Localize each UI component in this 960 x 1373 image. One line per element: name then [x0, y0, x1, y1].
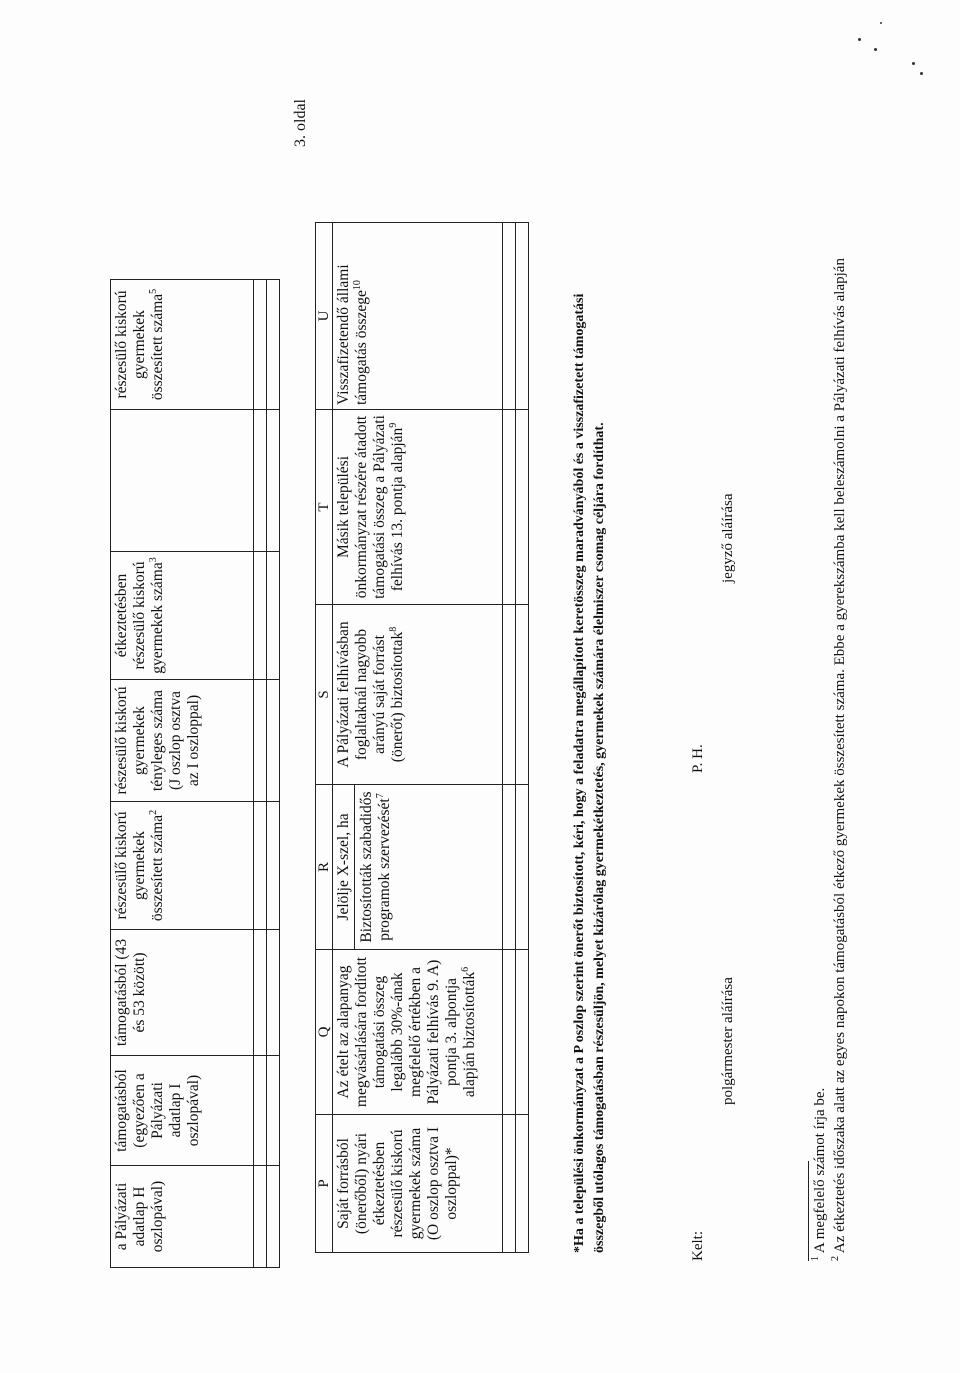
table-row — [503, 223, 516, 1253]
notary-signature-label: jegyző aláírása — [720, 493, 736, 583]
header-cell: Másik települési önkormányzat részére átadott támogatási összeg a Pályázati felhívás 13. pontja alapján$^9$ — [333, 410, 503, 605]
note-line-1: *Ha a települési önkormányzat a P oszlop szerint önerőt biztosított, kéri, hogy a feladatra megállapított keretösszeg maradványából és a visszafizetett támogatási — [572, 293, 587, 1253]
footnote-2: $^2$ Az étkeztetés időszaka alatt az egyes napokon támogatásból étkező gyermekek összesített száma. Ebbe a gyerekszámba kell beleszámolni a Pályázati felhívás alapján — [830, 258, 848, 1261]
table-row — [267, 280, 280, 1268]
mayor-signature-label: polgármester aláírása — [720, 977, 736, 1105]
column-letter: Q — [316, 950, 333, 1115]
header-cell: támogatásból (egyezően a Pályázati adatlap I oszlopával) — [111, 1056, 254, 1166]
header-cell: Saját forrásból (önerőből) nyári étkeztetésben részesülő kiskorú gyermekek száma (O oszlop osztva I oszloppal)* — [333, 1115, 503, 1253]
note-line-2: összegből utólagos támogatásban részesüljön, melyet kizárólag gyermekétkeztetés, gyermekek számára élelmiszer csomag céljára fordíthat. — [592, 422, 607, 1253]
header-cell: Visszafizetendő állami támogatás összege$^{10}$ — [333, 223, 503, 410]
header-cell: Az ételt az alapanyag megvásárlására fordított támogatási összeg legalább 30%-ának megfelelő értékben a Pályázati felhívás 9. A) pontja 3. alpontja alapján biztosították$^6$ — [333, 950, 503, 1115]
table-top — [110, 279, 280, 1268]
header-cell: részesülő kiskorú gyermekek összesített száma$^5$ — [111, 280, 254, 410]
column-letter: T — [316, 410, 333, 605]
page-number: 3. oldal — [292, 99, 309, 147]
column-letter: R — [316, 785, 333, 950]
column-letter: U — [316, 223, 333, 410]
header-cell — [111, 410, 254, 552]
ph-label: P. H. — [690, 744, 706, 773]
table-row — [254, 280, 267, 1268]
header-cell: A Pályázati felhívásban foglaltaknál nagyobb arányú saját forrást (önerőt) biztosítottak$^8$ — [333, 605, 503, 785]
header-cell: a Pályázati adatlap H oszlopával) — [111, 1166, 254, 1268]
r-subheader: Jelölje X-szel, ha — [335, 785, 355, 949]
footnote-divider — [808, 1161, 809, 1261]
column-letter: S — [316, 605, 333, 785]
kelt-label: Kelt: — [690, 1231, 706, 1261]
table-row — [516, 223, 529, 1253]
header-cell: részesülő kiskorú gyermekek tényleges száma (J oszlop osztva az I oszloppal) — [111, 680, 254, 802]
header-cell: részesülő kiskorú gyermekek összesített száma$^2$ — [111, 802, 254, 930]
column-letter: P — [316, 1115, 333, 1253]
header-cell: támogatásból (43 és 53 között) — [111, 930, 254, 1056]
footnote-1: $^1$ A megfelelő számot írja be. — [810, 1087, 828, 1261]
header-cell: Jelölje X-szel, ha Biztosították szabadidős programok szervezését$^7$ — [333, 785, 503, 950]
header-cell: étkeztetésben részesülő kiskorú gyermekek száma$^3$ — [111, 552, 254, 680]
table-bottom — [315, 222, 529, 1253]
